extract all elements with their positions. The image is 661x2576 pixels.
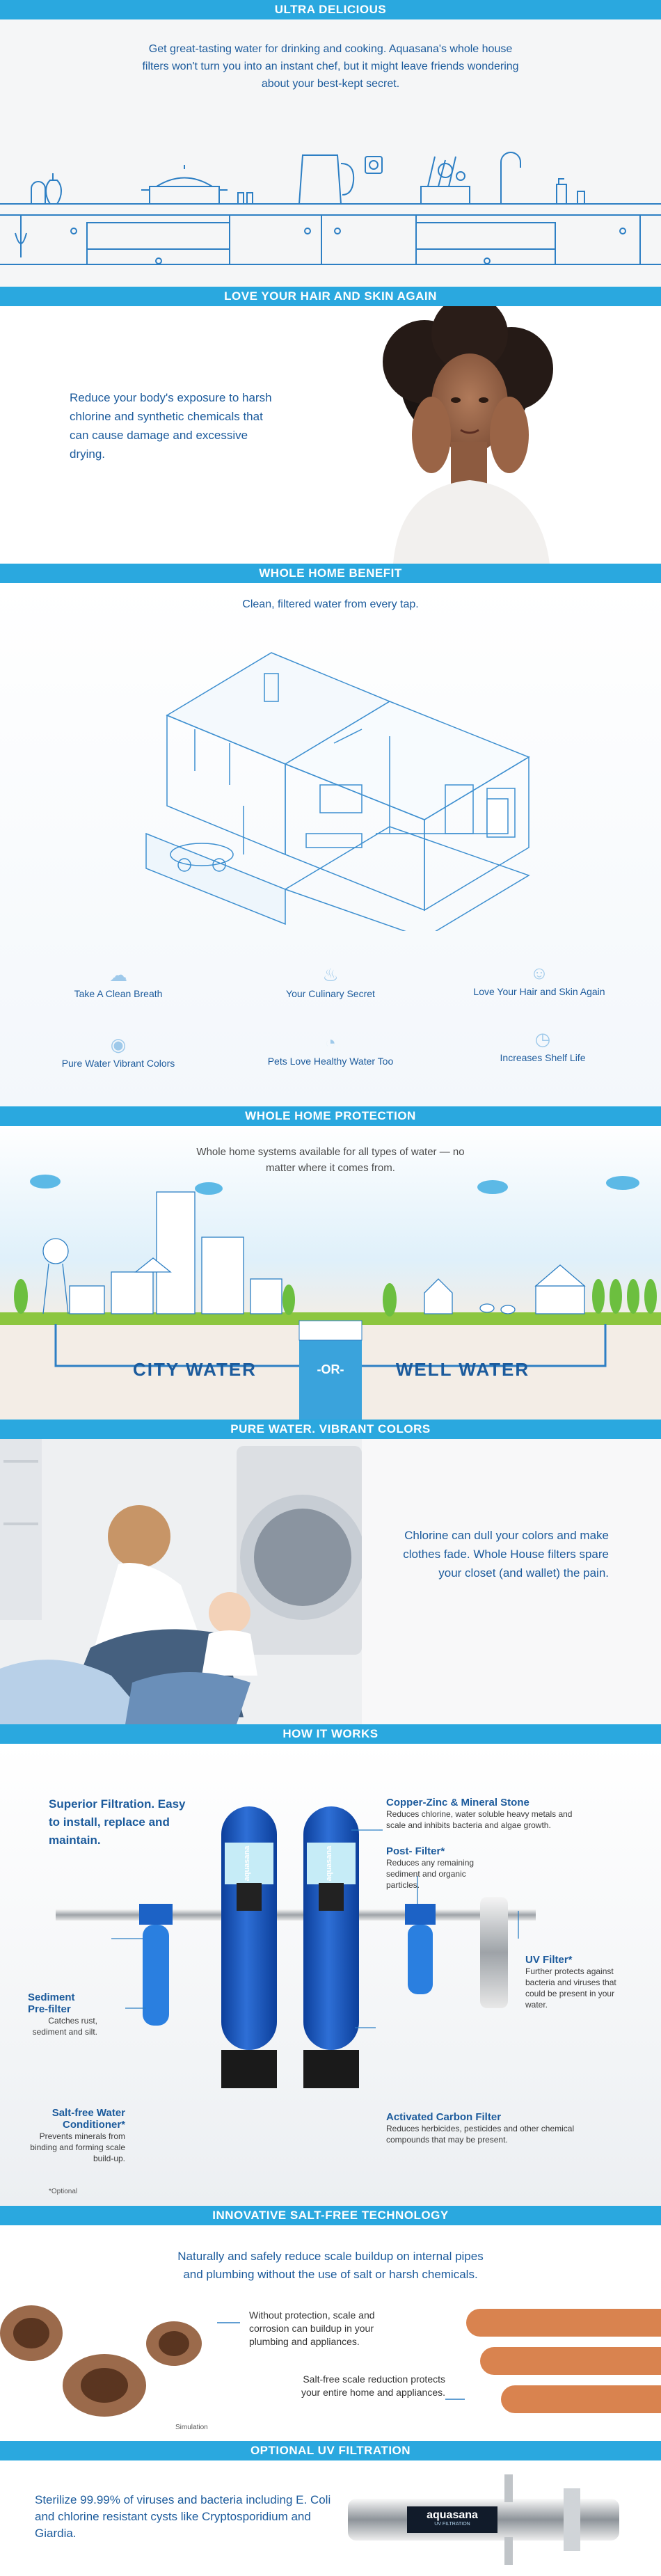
salt-free-callout [21, 2107, 125, 2164]
how-it-works-section [0, 1744, 661, 2206]
benefit-label: Pure Water Vibrant Colors [61, 1058, 175, 1069]
whole-home-benefit-banner: WHOLE HOME BENEFIT [0, 564, 661, 583]
city-and-farm-illustration [0, 1126, 661, 1424]
or-label: -OR- [317, 1362, 344, 1376]
sediment-title: Sediment Pre-filter [28, 1991, 75, 2015]
salt-free-section [0, 2225, 661, 2442]
benefit-item [459, 962, 619, 997]
copper-zinc-title: Copper-Zinc & Mineral Stone [386, 1797, 529, 1808]
benefit-item [240, 1032, 421, 1067]
optional-note: *Optional [49, 2188, 78, 2195]
benefit-label: Increases Shelf Life [500, 1052, 586, 1063]
whole-home-protection-banner: WHOLE HOME PROTECTION [0, 1106, 661, 1126]
benefit-item [42, 964, 195, 999]
tank-brand-label: aquasana [243, 1845, 251, 1882]
how-it-works-headline: Superior Filtration. Easy to install, replace and maintain. [49, 1797, 186, 1847]
carbon-title: Activated Carbon Filter [386, 2111, 502, 2123]
salt-free-callout-lines [0, 2225, 661, 2442]
shelf-life-icon: ◷ [534, 1028, 551, 1049]
benefit-item [254, 964, 407, 999]
copper-zinc-callout [386, 1797, 588, 1831]
clean-breath-icon: ☁ [109, 964, 127, 985]
benefit-label: Pets Love Healthy Water Too [267, 1056, 394, 1067]
uv-filter-desc: Further protects against bacteria and viruses that could be present in your water. [525, 1966, 616, 2010]
culinary-icon: ♨ [322, 964, 339, 985]
salt-free-text: Naturally and safely reduce scale buildup on internal pipes and plumbing without the use of salt or harsh chemicals. [177, 2250, 484, 2281]
well-water-label: WELL WATER [395, 1359, 530, 1380]
kitchen-illustration [0, 129, 661, 287]
salt-free-title: Salt-free Water Conditioner* [51, 2107, 125, 2131]
tank-brand-label-2: aquasana [325, 1845, 333, 1882]
benefit-label: Take A Clean Breath [74, 988, 163, 999]
ultra-delicious-text: Get great-tasting water for drinking and cooking. Aquasana's whole house filters won't turn you into an instant chef, but it might leave friends wondering about your best-kept secret. [142, 43, 519, 90]
with-protection-text: Salt-free scale reduction protects your entire home and appliances. [301, 2374, 445, 2398]
salt-free-banner: INNOVATIVE SALT-FREE TECHNOLOGY [0, 2206, 661, 2225]
whole-home-subtitle: Clean, filtered water from every tap. [242, 598, 419, 610]
sediment-callout [28, 1991, 97, 2037]
sediment-desc: Catches rust, sediment and silt. [32, 2016, 97, 2037]
hair-skin-banner: LOVE YOUR HAIR AND SKIN AGAIN [0, 287, 661, 306]
hair-skin-section [0, 306, 661, 564]
whole-home-benefit-section [0, 583, 661, 1106]
woman-portrait-image [327, 306, 578, 564]
salt-free-desc: Prevents minerals from binding and forming scale build-up. [30, 2131, 125, 2163]
protection-text: Whole home systems available for all types of water — no matter where it comes from. [196, 1146, 465, 1174]
optional-uv-banner: OPTIONAL UV FILTRATION [0, 2441, 661, 2460]
uv-filter-title: UV Filter* [525, 1954, 573, 1966]
post-filter-desc: Reduces any remaining sediment and organic particles. [386, 1858, 475, 1890]
hair-skin-icon: ☺ [529, 962, 549, 983]
how-it-works-banner: HOW IT WORKS [0, 1724, 661, 1744]
ultra-delicious-banner: ULTRA DELICIOUS [0, 0, 661, 19]
city-water-label: CITY WATER [133, 1359, 257, 1380]
uv-text: Sterilize 99.99% of viruses and bacteria including E. Coli and chlorine resistant cysts like Cryptosporidium and Giardia. [35, 2493, 331, 2540]
vibrant-colors-icon: ◉ [110, 1034, 127, 1055]
pure-water-banner: PURE WATER. VIBRANT COLORS [0, 1420, 661, 1439]
post-filter-title: Post- Filter* [386, 1845, 445, 1857]
benefit-label: Your Culinary Secret [286, 988, 375, 999]
without-protection-text: Without protection, scale and corrosion can buildup in your plumbing and appliances. [249, 2309, 375, 2347]
pure-water-section [0, 1439, 661, 1724]
simulation-note: Simulation [175, 2424, 208, 2431]
pure-water-text: Chlorine can dull your colors and make clothes fade. Whole House filters spare your closet (and wallet) the pain. [403, 1529, 609, 1580]
whole-home-protection-section [0, 1126, 661, 1424]
uv-filter-unit-image [348, 2460, 640, 2576]
ultra-delicious-section [0, 0, 661, 287]
laundry-photo [0, 1439, 362, 1724]
uv-brand-label: aquasana [427, 2509, 478, 2521]
hair-skin-text: Reduce your body's exposure to harsh chlorine and synthetic chemicals that can cause damage and excessive drying. [70, 391, 272, 461]
benefit-item [42, 1034, 195, 1069]
pets-icon: ◔ [325, 1032, 336, 1053]
carbon-callout [386, 2111, 595, 2145]
uv-filter-callout [525, 1954, 630, 2010]
post-filter-callout [386, 1845, 484, 1891]
optional-uv-section [0, 2460, 661, 2576]
copper-zinc-desc: Reduces chlorine, water soluble heavy metals and scale and inhibits bacteria and algae growth. [386, 1809, 573, 1830]
carbon-desc: Reduces herbicides, pesticides and other chemical compounds that may be present. [386, 2124, 575, 2145]
uv-brand-sub: UV FILTRATION [434, 2522, 470, 2527]
benefit-label: Love Your Hair and Skin Again [473, 986, 605, 997]
benefit-item [466, 1028, 619, 1063]
house-cutaway-illustration [0, 625, 661, 931]
